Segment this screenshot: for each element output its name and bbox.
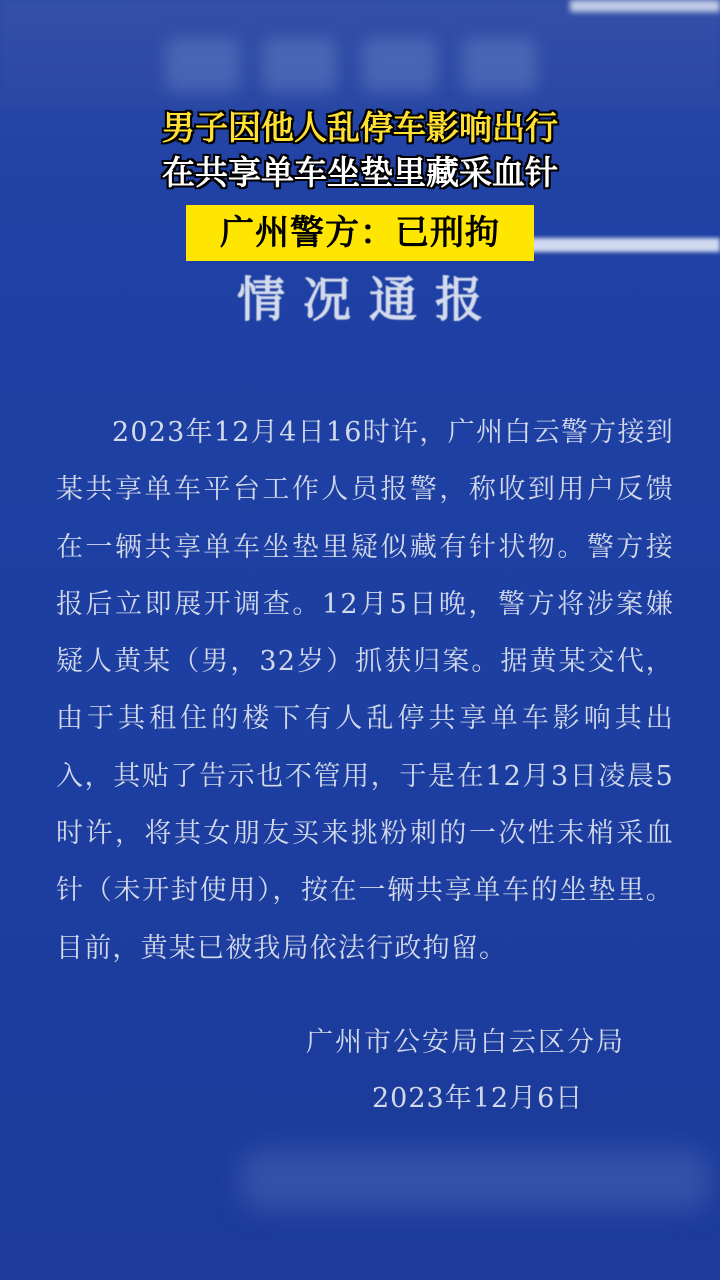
notice-date: 2023年12月6日	[372, 1083, 584, 1114]
blurred-shape	[262, 38, 337, 92]
blurred-shape	[165, 38, 240, 92]
headline-line-1: 男子因他人乱停车影响出行	[162, 108, 558, 147]
headline-line-2: 在共享单车坐垫里藏采血针	[162, 153, 558, 192]
blurred-top-band	[0, 0, 720, 110]
blurred-shape	[462, 38, 537, 92]
light-streak	[530, 238, 720, 252]
light-streak	[570, 0, 720, 12]
notice-issuer: 广州市公安局白云区分局	[306, 1027, 625, 1058]
notice-title: 情况通报	[236, 272, 501, 328]
blurred-bottom-shape	[240, 1150, 710, 1210]
subhead-banner: 广州警方：已刑拘	[186, 205, 534, 261]
blurred-shape	[362, 38, 437, 92]
notice-body: 2023年12月4日16时许，广州白云警方接到某共享单车平台工作人员报警，称收到用户反馈在一辆共享单车坐垫里疑似藏有针状物。警方接报后立即展开调查。12月5日晚，警方将涉案嫌疑人黄某（男，32岁）抓获归案。据黄某交代，由于其租住的楼下有人乱停共享单车影响其出入，其贴了告示也不管用，于是在12月3日凌晨5时许，将其女朋友买来挑粉刺的一次性末梢采血针（未开封使用），按在一辆共享单车的坐垫里。目前，黄某已被我局依法行政拘留。	[56, 417, 674, 964]
